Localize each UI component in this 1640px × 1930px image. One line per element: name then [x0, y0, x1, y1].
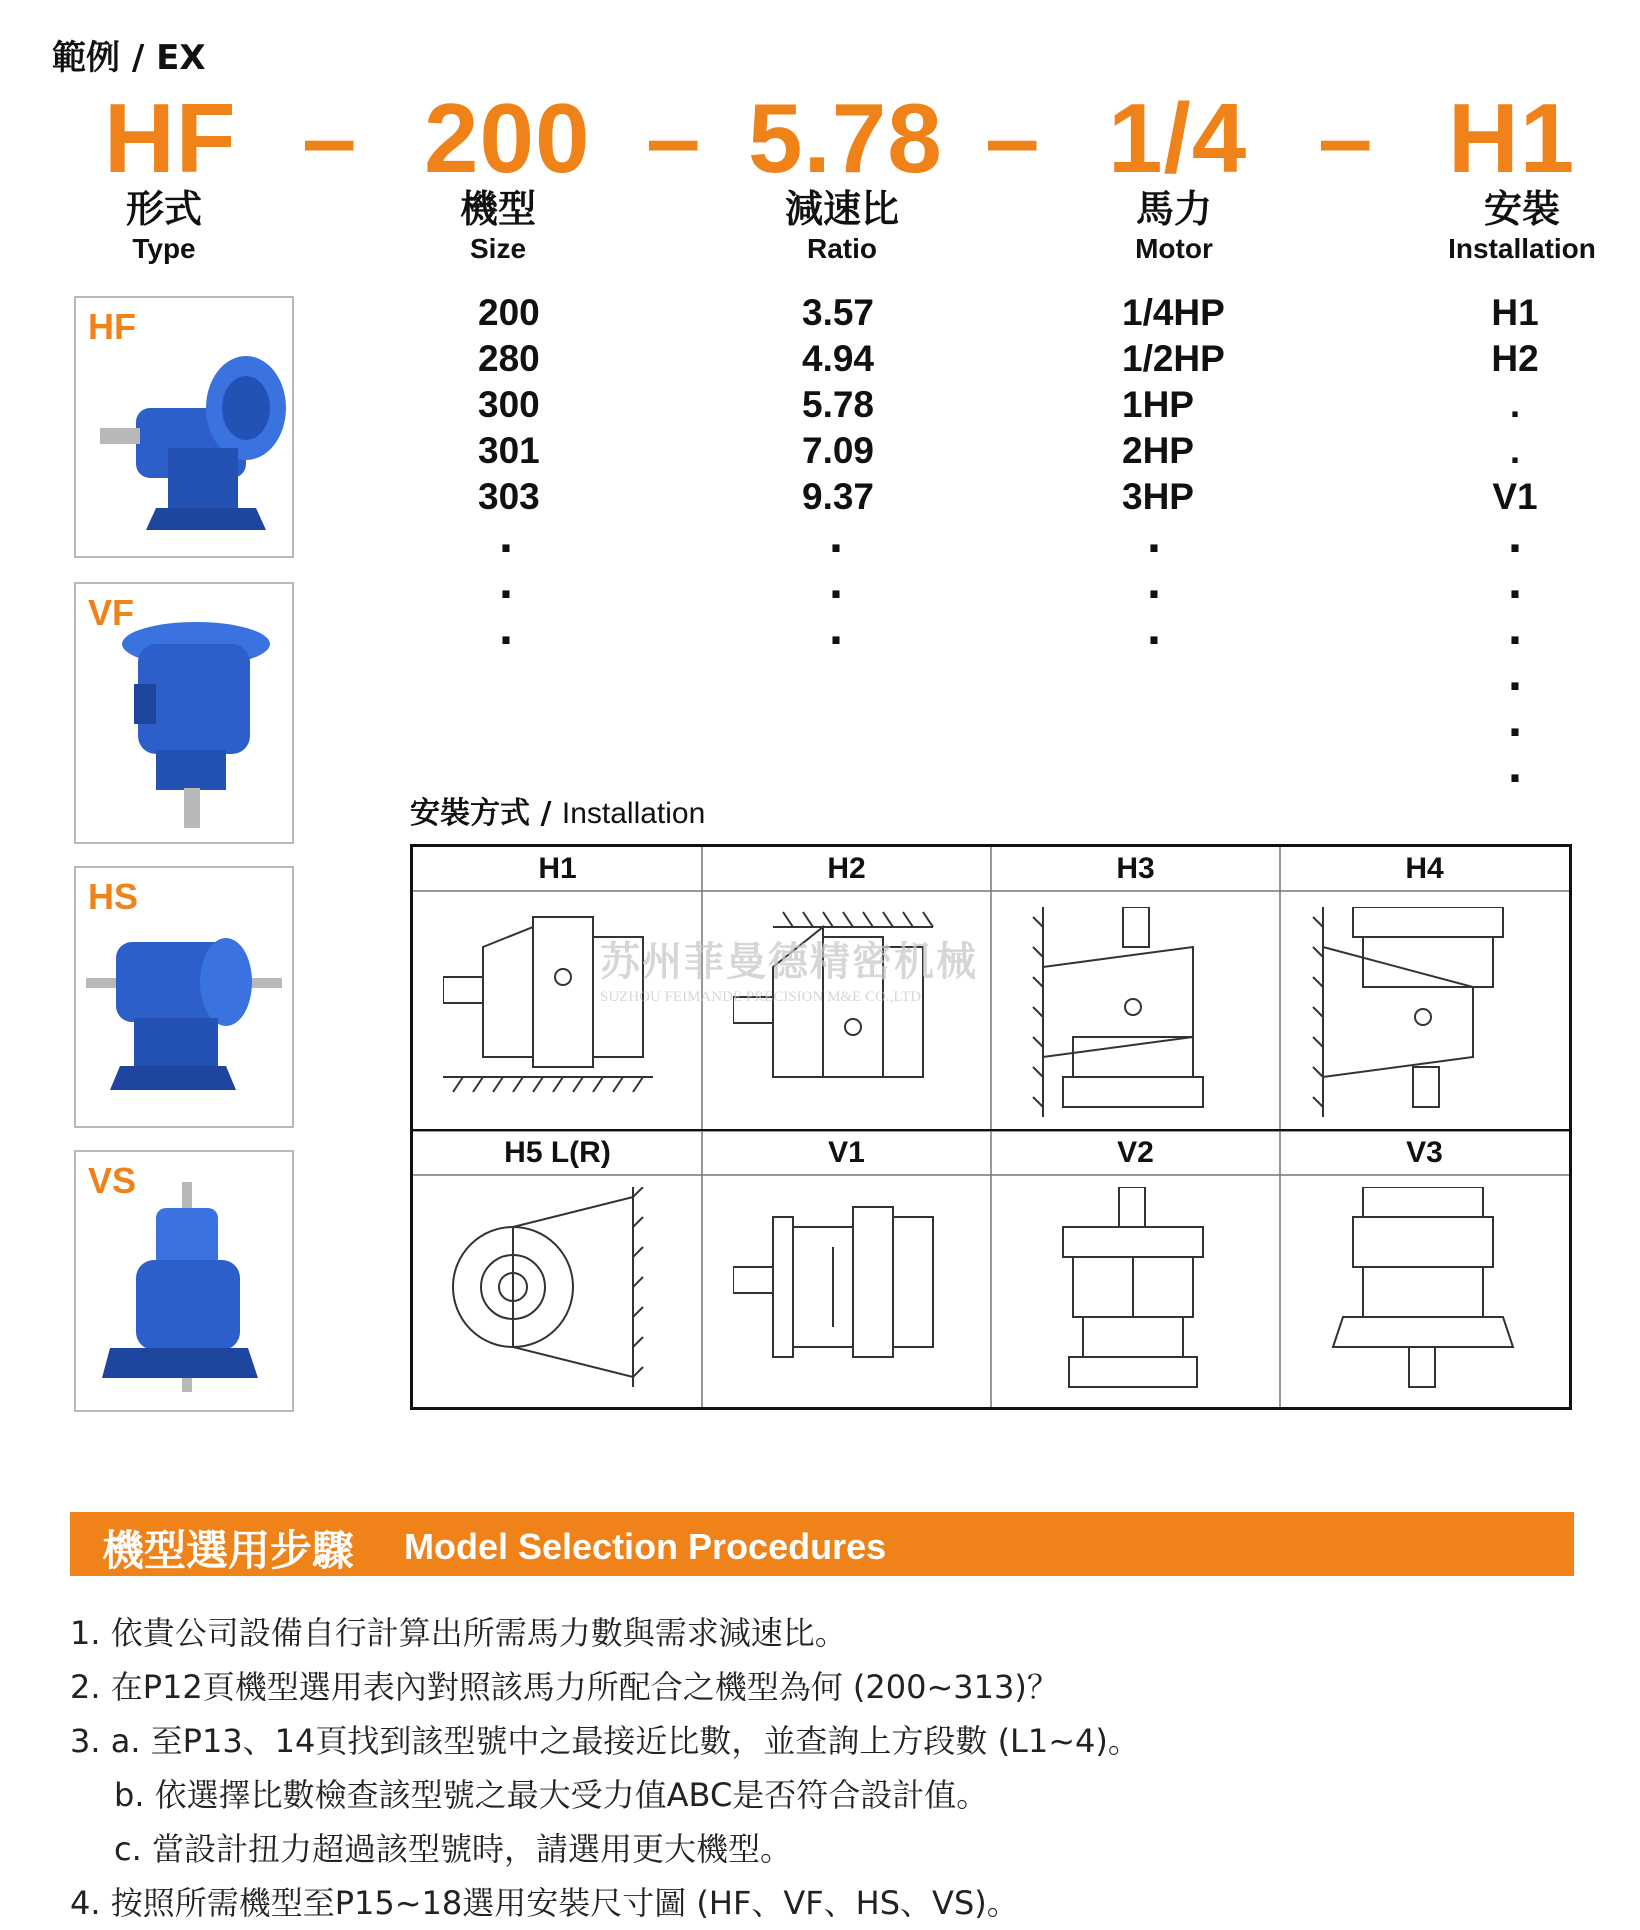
procedures-banner: [70, 1512, 1574, 1576]
col-size-zh: 機型: [459, 187, 536, 231]
install-value: .: [1509, 384, 1521, 425]
install-list: [1490, 290, 1540, 520]
col-type: [44, 186, 284, 266]
motor-list: [1122, 290, 1225, 520]
dot: .: [498, 608, 514, 654]
code-install: H1: [1448, 83, 1576, 193]
watermark-zh: 苏州菲曼德精密机械: [600, 939, 978, 985]
install-value: .: [1509, 430, 1521, 471]
dot: .: [828, 608, 844, 654]
col-motor-en: Motor: [1135, 233, 1213, 264]
size-value: 301: [478, 430, 540, 471]
type-card-vs: [74, 1150, 294, 1412]
dot: .: [1507, 516, 1523, 562]
type-card-hs: [74, 866, 294, 1128]
size-value: 300: [478, 384, 540, 425]
install-dots: [1505, 516, 1525, 792]
code-size: 200: [424, 83, 591, 193]
col-size: [378, 186, 618, 266]
dot: .: [1507, 608, 1523, 654]
dot: .: [1146, 562, 1162, 608]
example-label: 範例 / EX: [52, 38, 206, 78]
install-v3-label: V3: [1406, 1136, 1443, 1169]
install-v2-drawing: [1013, 1187, 1253, 1397]
procedures-list: [70, 1606, 1140, 1930]
code-dash-1: –: [302, 83, 357, 193]
code-dash-2: –: [646, 83, 701, 193]
ratio-value: 7.09: [802, 430, 875, 471]
install-h3-drawing: [1013, 907, 1253, 1117]
installation-title-en: Installation: [561, 797, 706, 830]
install-h4-drawing: [1303, 907, 1543, 1117]
procedure-step: 4. 按照所需機型至P15~18選用安裝尺寸圖 (HF、VF、HS、VS)。: [70, 1884, 1019, 1922]
size-value: 303: [478, 476, 540, 517]
col-ratio: [722, 186, 962, 266]
installation-title: [410, 788, 705, 832]
install-v1-label: V1: [828, 1136, 865, 1169]
col-install: [1402, 186, 1640, 266]
dot: .: [498, 516, 514, 562]
install-v1-drawing: [733, 1187, 963, 1397]
install-value: H2: [1491, 338, 1539, 379]
col-size-en: Size: [469, 233, 527, 264]
ratio-value: 3.57: [802, 292, 875, 333]
installation-grid: [410, 844, 1572, 1410]
type-label-hs: HS: [88, 876, 139, 917]
code-type: HF: [104, 83, 237, 193]
dot: .: [1146, 608, 1162, 654]
dot: .: [828, 516, 844, 562]
col-ratio-en: Ratio: [807, 233, 877, 264]
install-h1-label: H1: [538, 852, 577, 885]
col-ratio-zh: 減速比: [784, 187, 899, 231]
procedure-step: 1. 依貴公司設備自行計算出所需馬力數與需求減速比。: [70, 1614, 847, 1652]
install-v3-drawing: [1303, 1187, 1543, 1397]
ratio-value: 4.94: [802, 338, 875, 379]
procedures-title-en: Model Selection Procedures: [404, 1526, 887, 1567]
ratio-dots: [826, 516, 846, 654]
ratio-value: 5.78: [802, 384, 875, 425]
watermark-en: SUZHOU FEIMANDE PRECISION M&E CO.,LTD: [600, 989, 922, 1005]
installation-title-zh: 安裝方式: [410, 796, 530, 831]
install-h3-label: H3: [1116, 852, 1155, 885]
ratio-value: 9.37: [802, 476, 875, 517]
col-type-en: Type: [132, 233, 196, 264]
col-install-zh: 安裝: [1483, 187, 1560, 231]
procedures-title-zh: 機型選用步驟: [102, 1526, 355, 1575]
motor-value: 3HP: [1122, 476, 1194, 517]
installation-title-sep: /: [530, 796, 562, 831]
install-h2-label: H2: [827, 852, 866, 885]
size-dots: [496, 516, 516, 654]
size-value: 200: [478, 292, 540, 333]
ratio-list: [802, 290, 874, 520]
size-value: 280: [478, 338, 540, 379]
col-motor: [1054, 186, 1294, 266]
col-install-en: Installation: [1448, 233, 1596, 264]
dot: .: [1507, 562, 1523, 608]
motor-value: 1/4HP: [1122, 292, 1225, 333]
install-value: V1: [1492, 476, 1538, 517]
type-label-vs: VS: [88, 1160, 137, 1201]
motor-dots: [1144, 516, 1164, 654]
dot: .: [498, 562, 514, 608]
dot: .: [1507, 700, 1523, 746]
procedure-step: 3. a. 至P13、14頁找到該型號中之最接近比數，並查詢上方段數 (L1~4)。: [70, 1722, 1140, 1760]
install-h5-label: H5 L(R): [504, 1136, 611, 1169]
type-card-hf: [74, 296, 294, 558]
watermark: [600, 930, 978, 1006]
size-list: [478, 290, 540, 520]
code-motor: 1/4: [1108, 83, 1248, 193]
install-h5-drawing: [443, 1187, 673, 1397]
motor-value: 2HP: [1122, 430, 1194, 471]
install-value: H1: [1491, 292, 1539, 333]
dot: .: [1146, 516, 1162, 562]
procedure-step: c. 當設計扭力超過該型號時，請選用更大機型。: [114, 1830, 792, 1868]
procedure-step: 2. 在P12頁機型選用表內對照該馬力所配合之機型為何 (200~313)？: [70, 1668, 1059, 1706]
install-h4-label: H4: [1405, 852, 1444, 885]
dot: .: [1507, 654, 1523, 700]
type-label-vf: VF: [88, 592, 135, 633]
code-dash-4: –: [1318, 83, 1373, 193]
install-v2-label: V2: [1117, 1136, 1154, 1169]
dot: .: [828, 562, 844, 608]
motor-value: 1HP: [1122, 384, 1194, 425]
code-dash-3: –: [985, 83, 1040, 193]
type-card-vf: [74, 582, 294, 844]
dot: .: [1507, 746, 1523, 792]
col-motor-zh: 馬力: [1135, 187, 1212, 231]
col-type-zh: 形式: [125, 187, 202, 231]
motor-value: 1/2HP: [1122, 338, 1225, 379]
procedure-step: b. 依選擇比數檢查該型號之最大受力值ABC是否符合設計值。: [114, 1776, 989, 1814]
code-ratio: 5.78: [748, 83, 943, 193]
type-label-hf: HF: [88, 306, 136, 347]
